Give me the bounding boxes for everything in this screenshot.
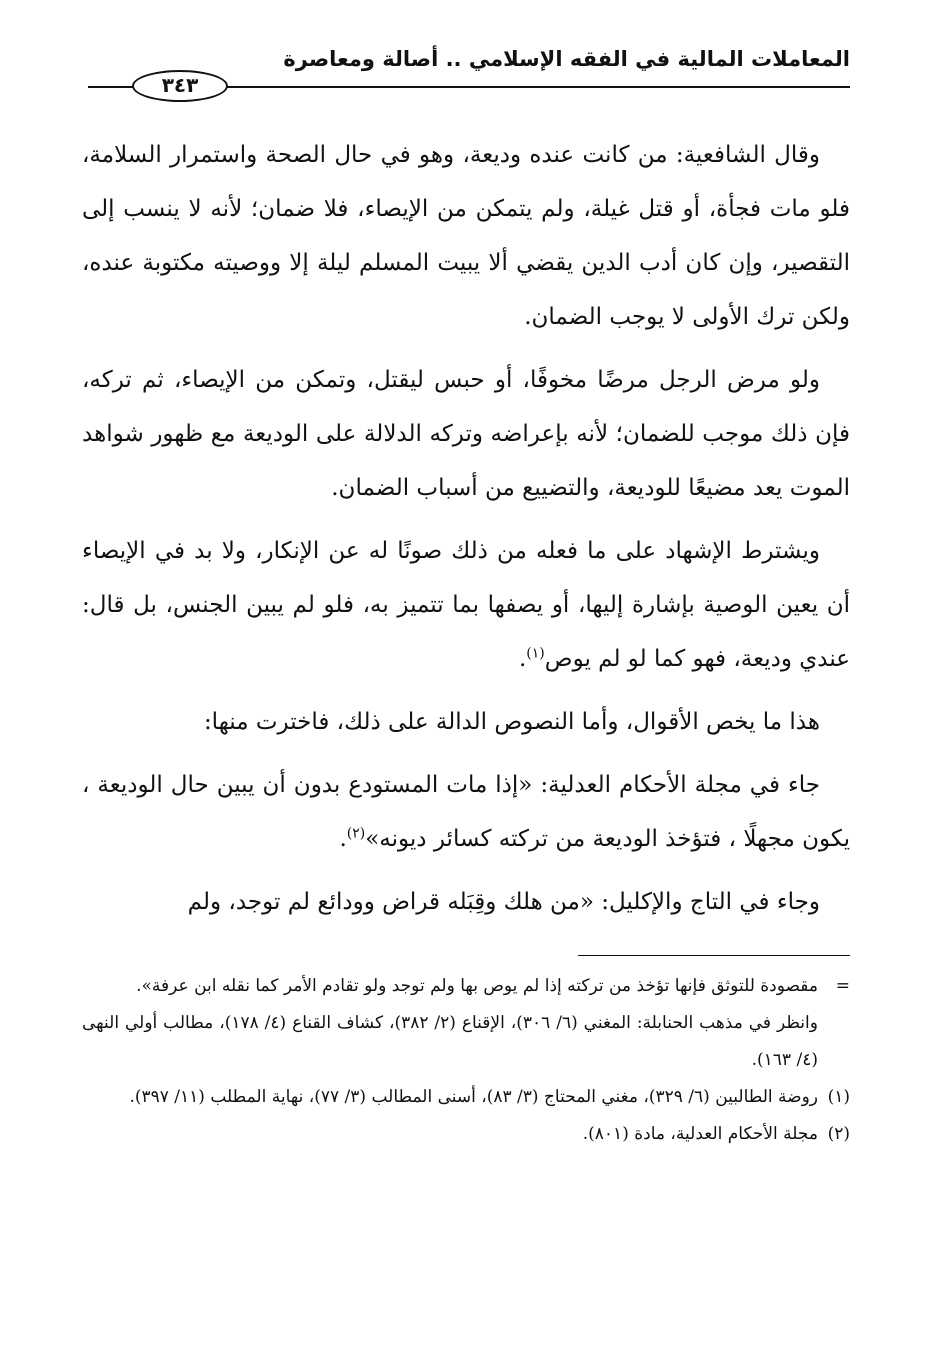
footnote-continuation-text: مقصودة للتوثق فإنها تؤخذ من تركته إذا لم يوص بها ولم توجد ولو تقادم الأمر كما نقله ابن عرفة». <box>136 976 818 996</box>
paragraph-texts-intro: هذا ما يخص الأقوال، وأما النصوص الدالة على ذلك، فاخترت منها: <box>203 709 820 735</box>
running-title: المعاملات المالية في الفقه الإسلامي .. أصالة ومعاصرة <box>283 47 850 71</box>
footnotes <box>82 968 850 1153</box>
footnote-text: مجلة الأحكام العدلية، مادة (٨٠١). <box>582 1124 818 1144</box>
paragraph-illness-case: ولو مرض الرجل مرضًا مخوفًا، أو حبس ليقتل، وتمكن من الإيصاء، ثم تركه، فإن ذلك موجب للضمان؛ لأنه بإعراضه وتركه الدلالة على الوديعة مع ظهور شواهد الموت يعد مضيعًا للوديعة، والتضييع من أسباب الضمان. <box>82 367 850 501</box>
paragraph-majalla-quote <box>82 758 850 866</box>
paragraph-majalla-text: جاء في مجلة الأحكام العدلية: «إذا مات المستودع بدون أن يبين حال الوديعة ، يكون مجهلًا ، فتؤخذ الوديعة من تركته كسائر ديونه» <box>82 772 850 852</box>
footnote-ref-1: (١) <box>526 645 545 662</box>
footnote-continuation <box>82 968 850 1005</box>
page-number: ٣٤٣ <box>132 70 228 102</box>
footnote-number: (٢) <box>827 1124 850 1144</box>
main-text <box>82 128 850 929</box>
footnote-1 <box>82 1079 850 1116</box>
continuation-marker: = <box>835 976 850 996</box>
footnote-2 <box>82 1116 850 1153</box>
paragraph-end-punct: . <box>518 646 527 672</box>
footnote-number: (١) <box>827 1087 850 1107</box>
footnote-text: روضة الطالبين (٦/ ٣٢٩)، مغني المحتاج (٣/ ٨٣)، أسنى المطالب (٣/ ٧٧)، نهاية المطلب (١١/ ٣٩٧). <box>129 1087 818 1107</box>
paragraph-taj-quote: وجاء في التاج والإكليل: «من هلك وقِبَله قراض وودائع لم توجد، ولم <box>187 889 820 915</box>
paragraph-witness-condition <box>82 524 850 686</box>
footnote-rule <box>578 955 850 956</box>
footnote-ref-2: (٢) <box>346 825 366 842</box>
paragraph-end-punct: . <box>339 826 347 852</box>
paragraph-witness-text: ويشترط الإشهاد على ما فعله من ذلك صونًا له عن الإنكار، ولا بد في الإيصاء أن يعين الوصية بإشارة إليها، أو يصفها بما تتميز به، فلو لم يبين الجنس، بل قال: عندي وديعة، فهو كما لو لم يوص <box>82 538 850 672</box>
footnote-see-also: وانظر في مذهب الحنابلة: المغني (٦/ ٣٠٦)، الإقناع (٢/ ٣٨٢)، كشاف القناع (٤/ ١٧٨)، مطالب أولي النهى (٤/ ١٦٣). <box>82 1013 818 1070</box>
paragraph-shafii-view: وقال الشافعية: من كانت عنده وديعة، وهو في حال الصحة واستمرار السلامة، فلو مات فجأة، أو قتل غيلة، ولم يتمكن من الإيصاء، فلا ضمان؛ لأنه لا ينسب إلى التقصير، وإن كان أدب الدين يقضي ألا يبيت المسلم ليلة إلا ووصيته مكتوبة عنده، ولكن ترك الأولى لا يوجب الضمان. <box>82 142 850 330</box>
